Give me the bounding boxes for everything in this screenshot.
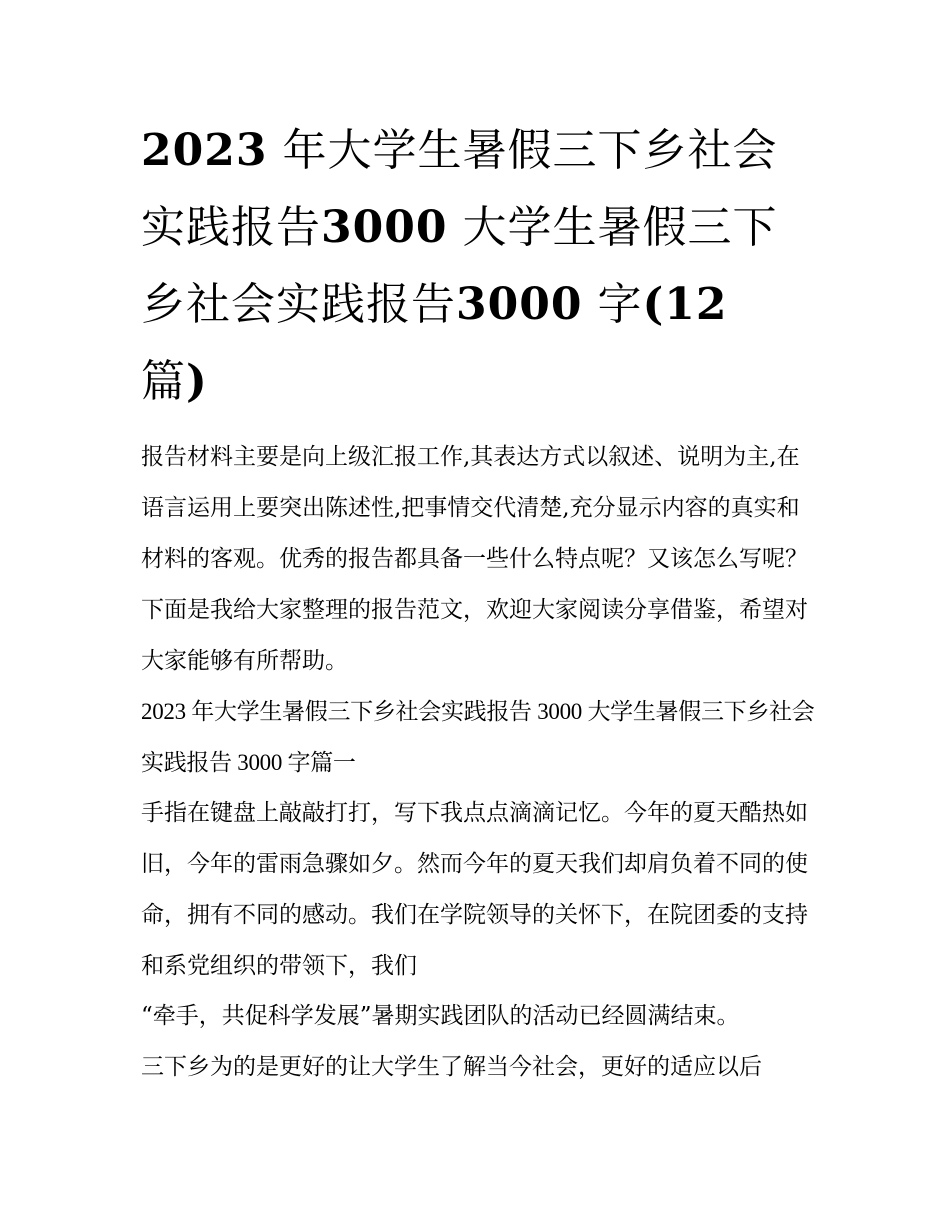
- title-number-1: 3000: [321, 202, 448, 253]
- continuation-paragraph: 三下乡为的是更好的让大学生了解当今社会，更好的适应以后: [141, 1054, 762, 1080]
- body-paragraph: 手指在键盘上敲敲打打，写下我点点滴滴记忆。今年的夏天酷热如旧，今年的雷雨急骤如夕。然而今年的夏天我们却肩负着不同的使命，拥有不同的感动。我们在学院领导的关怀下，在院团委的支持和系党组织的带领下，我们: [141, 800, 808, 979]
- section-heading: 2023 年大学生暑假三下乡社会实践报告 3000 大学生暑假三下乡社会实践报告 3000 字篇一: [141, 699, 815, 775]
- intro-paragraph: 报告材料主要是向上级汇报工作,其表达方式以叙述、说明为主,在语言运用上要突出陈述性,把事情交代清楚,充分显示内容的真实和材料的客观。优秀的报告都具备一些什么特点呢？又该怎么写呢？下面是我给大家整理的报告范文，欢迎大家阅读分享借鉴，希望对大家能够有所帮助。: [141, 444, 808, 674]
- title-char: 字: [597, 279, 643, 330]
- title-count-close: ): [186, 356, 208, 407]
- title-text-1: 年大学生暑假三下乡社会实践报告: [141, 125, 778, 253]
- title-number-2: 3000: [456, 279, 583, 330]
- title-count-open: (12: [642, 279, 728, 330]
- document-title: [141, 112, 811, 420]
- title-year: 2023: [141, 125, 268, 176]
- title-text-2: 大学生暑假三下乡社会实践报告: [141, 202, 778, 330]
- title-pian: 篇: [141, 356, 186, 407]
- quote-line: “牵手，共促科学发展”暑期实践团队的活动已经圆满结束。: [141, 1003, 740, 1029]
